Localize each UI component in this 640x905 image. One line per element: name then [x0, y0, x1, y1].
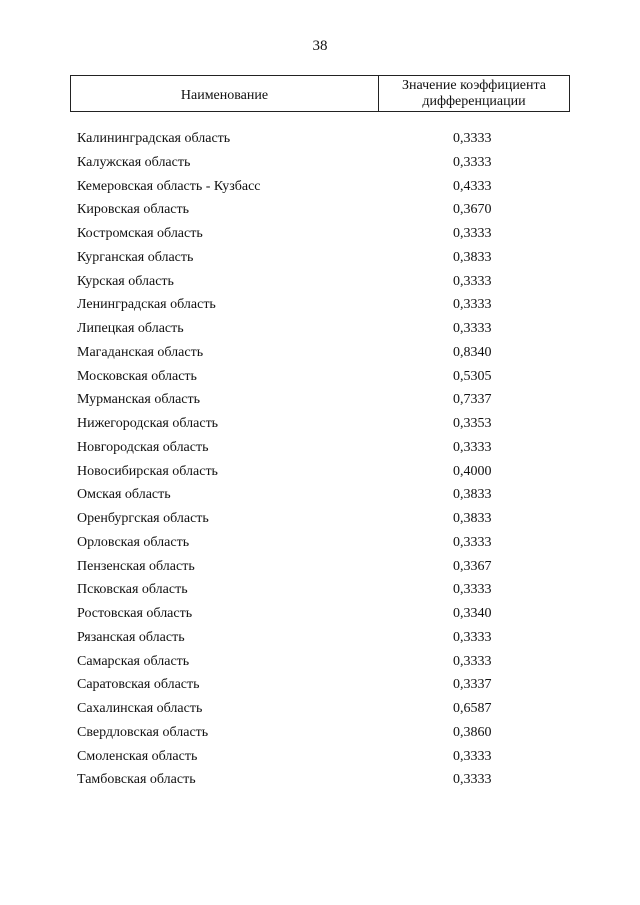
- region-name: Тамбовская область: [77, 772, 196, 788]
- coefficient-value: 0,8340: [453, 344, 492, 360]
- region-name: Рязанская область: [77, 629, 185, 645]
- coefficient-value: 0,3333: [453, 321, 492, 336]
- region-name: Ростовская область: [77, 606, 193, 621]
- coefficient-value: 0,3833: [453, 249, 492, 265]
- coefficient-value: 0,3333: [453, 534, 492, 550]
- table-row: [0, 507, 640, 531]
- region-name: Новосибирская область: [77, 463, 218, 479]
- table-row: [0, 578, 640, 602]
- column-header-name-label: Наименование: [180, 87, 269, 103]
- table-header: [70, 75, 570, 112]
- table-row: [0, 697, 640, 721]
- coefficient-value: 0,3333: [453, 772, 492, 788]
- table-row: [0, 270, 640, 294]
- coefficient-value: 0,3860: [453, 724, 492, 740]
- region-name: Оренбургская область: [77, 511, 209, 526]
- table-row: [0, 317, 640, 341]
- coefficient-value: 0,3333: [453, 226, 492, 241]
- coefficient-value: 0,3333: [453, 154, 492, 170]
- coefficient-value: 0,3337: [453, 677, 492, 693]
- coefficient-value: 0,3333: [453, 653, 492, 669]
- coefficient-value: 0,4000: [453, 463, 492, 479]
- region-name: Сахалинская область: [77, 701, 203, 716]
- region-name: Липецкая область: [77, 321, 184, 336]
- table-row: [0, 127, 640, 151]
- region-name: Омская область: [77, 487, 171, 503]
- table-row: [0, 626, 640, 650]
- table-row: [0, 602, 640, 626]
- coefficient-value: 0,3333: [453, 748, 492, 764]
- table-row: [0, 412, 640, 436]
- region-name: Мурманская область: [77, 392, 201, 408]
- coefficient-value: 0,3367: [453, 558, 492, 574]
- table-row: [0, 198, 640, 222]
- table-row: [0, 721, 640, 745]
- table-row: [0, 531, 640, 555]
- region-name: Новгородская область: [77, 439, 209, 455]
- table-row: [0, 555, 640, 579]
- table-row: [0, 222, 640, 246]
- region-name: Ленинградская область: [77, 297, 216, 313]
- table-row: [0, 293, 640, 317]
- region-name: Калужская область: [77, 154, 191, 170]
- coefficient-value: 0,3333: [453, 131, 492, 146]
- table-row: [0, 745, 640, 769]
- region-name: Костромская область: [77, 226, 203, 241]
- table-row: [0, 436, 640, 460]
- column-header-value: [379, 76, 570, 111]
- region-name: Пензенская область: [77, 558, 195, 574]
- coefficient-value: 0,6587: [453, 701, 492, 716]
- coefficient-value: 0,3833: [453, 511, 492, 526]
- region-name: Свердловская область: [77, 724, 209, 740]
- coefficient-value: 0,3333: [453, 629, 492, 645]
- region-name: Курская область: [77, 273, 174, 289]
- region-name: Калининградская область: [77, 131, 231, 146]
- region-name: Московская область: [77, 368, 197, 384]
- table-row: [0, 460, 640, 484]
- table-row: [0, 768, 640, 792]
- table-row: [0, 673, 640, 697]
- table-body: [0, 127, 640, 792]
- coefficient-value: 0,3333: [453, 439, 492, 455]
- region-name: Саратовская область: [77, 677, 200, 693]
- table-row: [0, 175, 640, 199]
- region-name: Кемеровская область - Кузбасс: [77, 178, 261, 194]
- region-name: Орловская область: [77, 534, 190, 550]
- column-header-value-line1: Значение коэффициента: [401, 77, 547, 93]
- column-header-name: [70, 76, 379, 111]
- page-number: 38: [312, 38, 328, 54]
- region-name: Магаданская область: [77, 344, 204, 360]
- coefficient-value: 0,3833: [453, 487, 492, 503]
- region-name: Смоленская область: [77, 748, 198, 764]
- region-name: Курганская область: [77, 249, 194, 265]
- coefficient-value: 0,4333: [453, 178, 492, 194]
- coefficient-value: 0,7337: [453, 392, 492, 408]
- table-row: [0, 151, 640, 175]
- coefficient-value: 0,5305: [453, 368, 492, 384]
- region-name: Самарская область: [77, 653, 190, 669]
- region-name: Псковская область: [77, 582, 188, 598]
- column-header-value-line2: дифференциации: [422, 93, 526, 109]
- table-row: [0, 341, 640, 365]
- coefficient-value: 0,3333: [453, 297, 492, 313]
- coefficient-value: 0,3353: [453, 416, 492, 431]
- table-row: [0, 365, 640, 389]
- table-row: [0, 650, 640, 674]
- coefficient-value: 0,3670: [453, 202, 492, 218]
- table-row: [0, 388, 640, 412]
- coefficient-value: 0,3340: [453, 606, 492, 621]
- region-name: Кировская область: [77, 202, 190, 218]
- coefficient-value: 0,3333: [453, 582, 492, 598]
- region-name: Нижегородская область: [77, 416, 219, 431]
- coefficient-value: 0,3333: [453, 273, 492, 289]
- table-row: [0, 246, 640, 270]
- table-row: [0, 483, 640, 507]
